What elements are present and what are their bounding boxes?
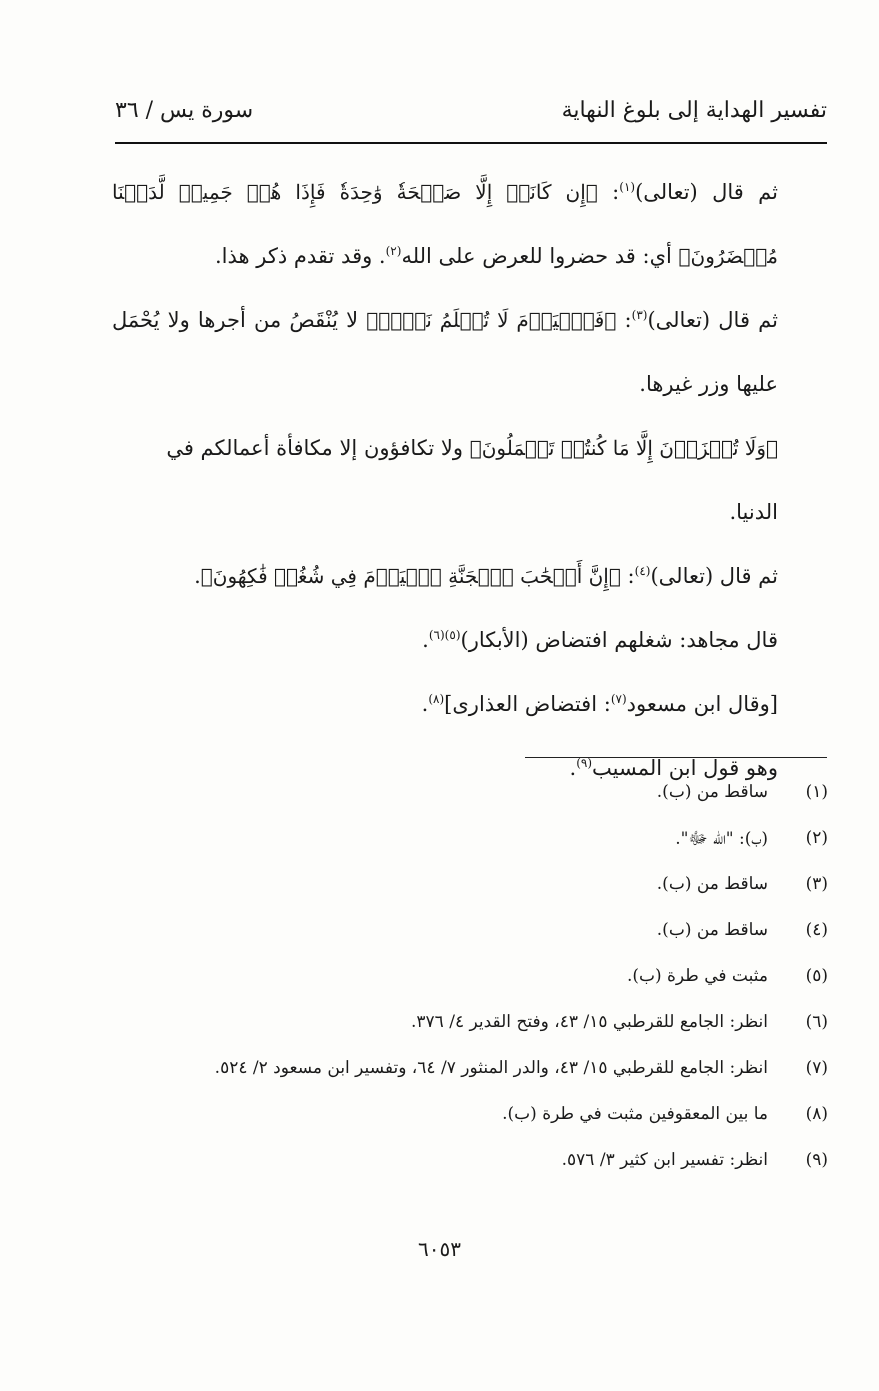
- punctuation: .: [422, 628, 429, 652]
- footnote: [160, 966, 828, 1012]
- footnote-ref: (٨): [428, 692, 445, 706]
- quran-verse: ﴿فَٱلۡيَوۡمَ لَا تُظۡلَمُ نَفۡسٞ﴾: [366, 308, 617, 332]
- footnote-ref: (٣): [631, 308, 648, 322]
- footnote-number: (٣): [805, 874, 828, 894]
- footnote-number: (٥): [805, 966, 828, 986]
- footnote: [160, 874, 828, 920]
- footnote-text: انظر: الجامع للقرطبي ١٥/ ٤٣، وفتح القدير ٤/ ٣٧٦.: [411, 1012, 768, 1032]
- separator: :: [597, 180, 620, 204]
- commentary-tail: . وقد تقدم ذكر هذا.: [214, 244, 386, 268]
- quote-text: قال مجاهد: شغلهم افتضاض (الأبكار): [460, 628, 778, 652]
- footnote: [160, 782, 828, 828]
- quran-verse: ﴿وَلَا تُجۡزَوۡنَ إِلَّا مَا كُنتُمۡ تَعۡمَلُونَ﴾: [469, 436, 778, 460]
- footnote-text: مثبت في طرة (ب).: [626, 966, 768, 986]
- footnote-text: انظر: الجامع للقرطبي ١٥/ ٤٣، والدر المنثور ٧/ ٦٤، وتفسير ابن مسعود ٢/ ٥٢٤.: [214, 1058, 768, 1078]
- footnote-text: (ب): "الله ﷻ".: [675, 829, 768, 849]
- paragraph-4: [112, 544, 830, 608]
- quran-verse: ﴿إِنَّ أَصۡحَٰبَ ٱلۡجَنَّةِ ٱلۡيَوۡمَ فِي شُغُلٖ فَٰكِهُونَ﴾: [200, 564, 621, 588]
- surah-label: سورة يس / ٣٦: [115, 98, 254, 123]
- footnote-ref: (٤): [634, 564, 651, 578]
- paragraph-2: [112, 288, 830, 416]
- paragraph-1: [112, 160, 830, 288]
- footnote-number: (٢): [805, 828, 828, 848]
- paragraph-intro: ثم قال (تعالى): [650, 564, 778, 588]
- page-number: ٦٠٥٣: [418, 1237, 461, 1261]
- footnote-number: (٤): [805, 920, 828, 940]
- paragraph-3: [112, 416, 830, 544]
- commentary: ولا تكافؤون إلا مكافأة أعمالكم في الدنيا.: [166, 436, 778, 524]
- footnote-text: ساقط من (ب).: [656, 874, 768, 894]
- quran-verse: ﴿إِن كَانَتۡ إِلَّا صَيۡحَةٗ وَٰحِدَةٗ فَإِذَا هُمۡ جَمِيعٞ لَّدَيۡنَا مُحۡضَرُونَ﴾: [112, 180, 778, 268]
- main-text: [112, 160, 830, 800]
- running-header: [115, 98, 827, 138]
- footnote-ref: (١): [619, 180, 636, 194]
- footnote-number: (٦): [805, 1012, 828, 1032]
- footnote-ref: (٥)(٦): [428, 628, 461, 642]
- footnote: [160, 1150, 828, 1196]
- footnote-ref: (٩): [576, 756, 593, 770]
- footnote-ref: (٧): [610, 692, 627, 706]
- paragraph-intro: ثم قال (تعالى): [635, 180, 778, 204]
- quote-text: : افتضاض العذارى]: [444, 692, 611, 716]
- footnote-number: (٩): [805, 1150, 828, 1170]
- footnote-ref: (٢): [385, 244, 402, 258]
- footnote: [160, 1012, 828, 1058]
- paragraph-5: [112, 608, 830, 672]
- footnote: [160, 1104, 828, 1150]
- separator: :: [620, 564, 635, 588]
- footnote-text: ما بين المعقوفين مثبت في طرة (ب).: [502, 1104, 768, 1124]
- footnote-number: (١): [805, 782, 828, 802]
- footnote: [160, 1058, 828, 1104]
- header-rule: [115, 142, 827, 144]
- punctuation: .: [421, 692, 429, 716]
- quote-text: [وقال ابن مسعود: [626, 692, 778, 716]
- footnote-text: ساقط من (ب).: [656, 782, 768, 802]
- footnote: [160, 920, 828, 966]
- commentary: أي: قد حضروا للعرض على الله: [401, 244, 679, 268]
- paragraph-6: [112, 672, 830, 736]
- paragraph-intro: ثم قال (تعالى): [647, 308, 778, 332]
- quote-text: وهو قول ابن المسيب: [592, 756, 778, 780]
- punctuation: .: [569, 756, 577, 780]
- commentary: لا يُنْقَصُ من أجرها ولا يُحْمَل عليها وزر غيرها.: [112, 308, 778, 396]
- footnotes: [160, 782, 828, 1196]
- footnote-text: انظر: تفسير ابن كثير ٣/ ٥٧٦.: [561, 1150, 768, 1170]
- book-title: تفسير الهداية إلى بلوغ النهاية: [561, 98, 827, 123]
- footnote-number: (٨): [805, 1104, 828, 1124]
- footnote-rule: [525, 757, 827, 758]
- footnote-text: ساقط من (ب).: [656, 920, 768, 940]
- separator: :: [616, 308, 632, 332]
- footnote: [160, 828, 828, 874]
- footnote-number: (٧): [805, 1058, 828, 1078]
- punctuation: .: [194, 564, 201, 588]
